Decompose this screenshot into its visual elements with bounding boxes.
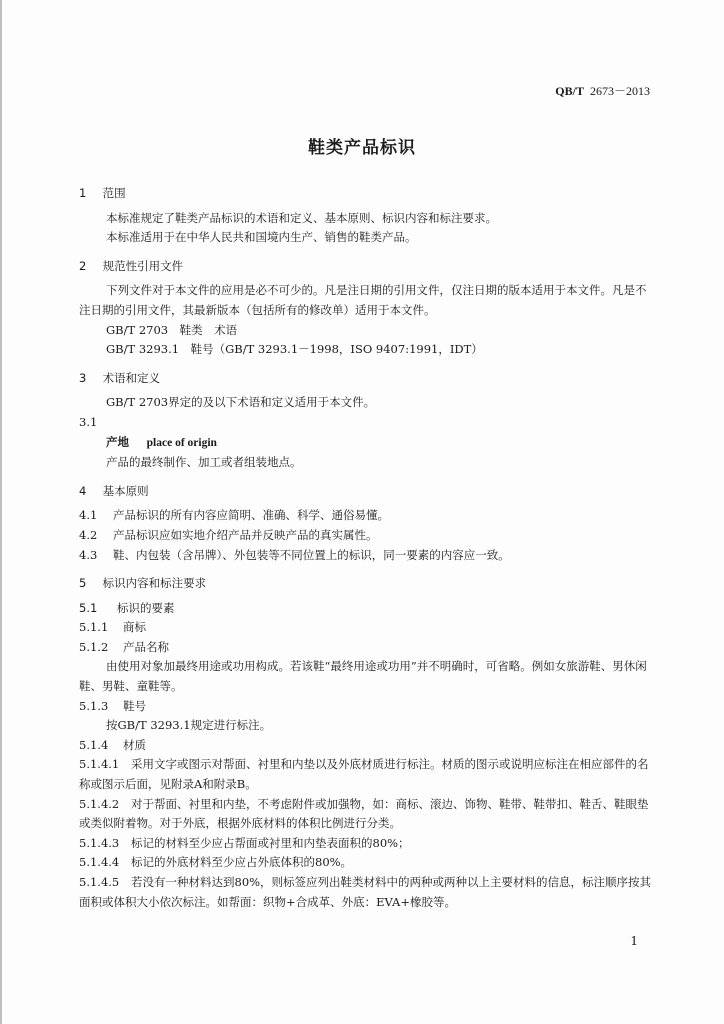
term-entry bbox=[79, 433, 655, 454]
clause-number: 5.1.4.4 bbox=[79, 855, 120, 870]
term-english: place of origin bbox=[146, 436, 217, 449]
subsection-heading bbox=[79, 638, 655, 658]
normative-reference: GB/T 2703 鞋类 术语 bbox=[106, 322, 238, 337]
clause bbox=[79, 546, 655, 566]
section-number: 1 bbox=[79, 186, 87, 200]
section-4-heading bbox=[79, 482, 655, 502]
scan-edge-mark bbox=[0, 0, 2, 1024]
paragraph: 本标准适用于在中华人民共和国境内生产、销售的鞋类产品。 bbox=[106, 230, 417, 245]
subsection-number: 5.1.1 bbox=[79, 620, 109, 635]
clause bbox=[79, 853, 655, 873]
clause bbox=[79, 834, 655, 854]
clause-text: 产品标识的所有内容应简明、准确、科学、通俗易懂。 bbox=[113, 508, 389, 523]
code-number: 2673－2013 bbox=[589, 84, 650, 98]
section-title: 范围 bbox=[102, 186, 126, 200]
section-number: 2 bbox=[79, 258, 87, 273]
section-2-heading bbox=[79, 257, 655, 277]
clause bbox=[79, 506, 655, 526]
section-number: 5 bbox=[79, 576, 87, 591]
section-3-heading bbox=[79, 369, 655, 389]
clause bbox=[79, 873, 655, 912]
paragraph: 按GB/T 3293.1规定进行标注。 bbox=[106, 718, 272, 733]
section-title: 基本原则 bbox=[102, 483, 149, 498]
document-title: 鞋类产品标识 bbox=[308, 138, 416, 158]
code-prefix: QB/T bbox=[555, 84, 584, 98]
subsection-number: 5.1.3 bbox=[79, 698, 109, 713]
document-body bbox=[79, 180, 655, 912]
subsection-number: 5.1 bbox=[79, 600, 98, 615]
section-number: 3 bbox=[79, 370, 87, 385]
subsection-title: 鞋号 bbox=[123, 698, 146, 713]
term-definition: 产品的最终制作、加工或者组装地点。 bbox=[106, 455, 302, 470]
page-number: 1 bbox=[630, 934, 638, 948]
clause-number: 5.1.4.3 bbox=[79, 835, 120, 850]
clause-text: 标记的材料至少应占帮面或衬里和内垫表面积的80%； bbox=[131, 835, 410, 850]
term-chinese: 产地 bbox=[106, 434, 129, 449]
clause-number: 4.3 bbox=[79, 547, 98, 562]
normative-reference: GB/T 3293.1 鞋号（GB/T 3293.1－1998，ISO 9407:1991，IDT） bbox=[106, 342, 483, 357]
clause-number: 5.1.4.1 bbox=[79, 757, 120, 772]
section-title: 规范性引用文件 bbox=[102, 258, 184, 273]
clause-number: 4.2 bbox=[79, 527, 98, 542]
subsection-heading bbox=[79, 697, 655, 717]
standard-code bbox=[555, 82, 650, 99]
subsection-title: 材质 bbox=[123, 737, 146, 752]
paragraph: 由使用对象加最终用途或功用构成。若该鞋“最终用途或功用”并不明确时，可省略。例如女旅游鞋、男休闲鞋、男鞋、童鞋等。 bbox=[79, 659, 647, 694]
clause bbox=[79, 526, 655, 546]
clause-text: 产品标识应如实地介绍产品并反映产品的真实属性。 bbox=[113, 527, 378, 542]
section-5-heading bbox=[79, 574, 655, 594]
subsection-title: 标识的要素 bbox=[117, 600, 175, 615]
clause-text: 对于帮面、衬里和内垫，不考虑附件或加强物，如：商标、滚边、饰物、鞋带、鞋带扣、鞋舌、鞋眼垫或类似附着物。对于外底，根据外底材料的体积比例进行分类。 bbox=[79, 796, 649, 831]
subsection-number: 3.1 bbox=[79, 414, 98, 429]
paragraph: 本标准规定了鞋类产品标识的术语和定义、基本原则、标识内容和标注要求。 bbox=[106, 210, 497, 225]
subsection-heading bbox=[79, 618, 655, 638]
clause-number: 5.1.4.2 bbox=[79, 796, 120, 811]
paragraph: 下列文件对于本文件的应用是必不可少的。凡是注日期的引用文件，仅注日期的版本适用于本文件。凡是不注日期的引用文件，其最新版本（包括所有的修改单）适用于本文件。 bbox=[79, 283, 647, 317]
section-title: 标识内容和标注要求 bbox=[102, 576, 207, 591]
clause-text: 标记的外底材料至少应占外底体积的80%。 bbox=[131, 855, 353, 870]
clause bbox=[79, 755, 655, 794]
subsection-title: 产品名称 bbox=[123, 639, 169, 654]
paragraph: GB/T 2703界定的及以下术语和定义适用于本文件。 bbox=[106, 395, 376, 410]
subsection-heading bbox=[79, 599, 655, 619]
section-title: 术语和定义 bbox=[102, 370, 161, 385]
subsection-number: 5.1.4 bbox=[79, 737, 109, 752]
clause-text: 若没有一种材料达到80%，则标签应列出鞋类材料中的两种或两种以上主要材料的信息，标注顺序按其面积或体积大小依次标注。如帮面：织物+合成革、外底：EVA+橡胶等。 bbox=[79, 875, 652, 909]
clause bbox=[79, 795, 655, 834]
subsection-heading bbox=[79, 736, 655, 756]
clause-text: 鞋、内包装（含吊牌）、外包装等不同位置上的标识，同一要素的内容应一致。 bbox=[113, 547, 510, 562]
clause-number: 4.1 bbox=[79, 508, 98, 523]
subsection-title: 商标 bbox=[123, 620, 146, 635]
section-number: 4 bbox=[79, 483, 87, 498]
section-1-heading bbox=[79, 184, 655, 204]
subsection-number: 5.1.2 bbox=[79, 639, 109, 654]
clause-text: 采用文字或图示对帮面、衬里和内垫以及外底材质进行标注。材质的图示或说明应标注在相应部件的名称或图示后面，见附录A和附录B。 bbox=[79, 757, 649, 792]
clause-number: 5.1.4.5 bbox=[79, 875, 120, 889]
